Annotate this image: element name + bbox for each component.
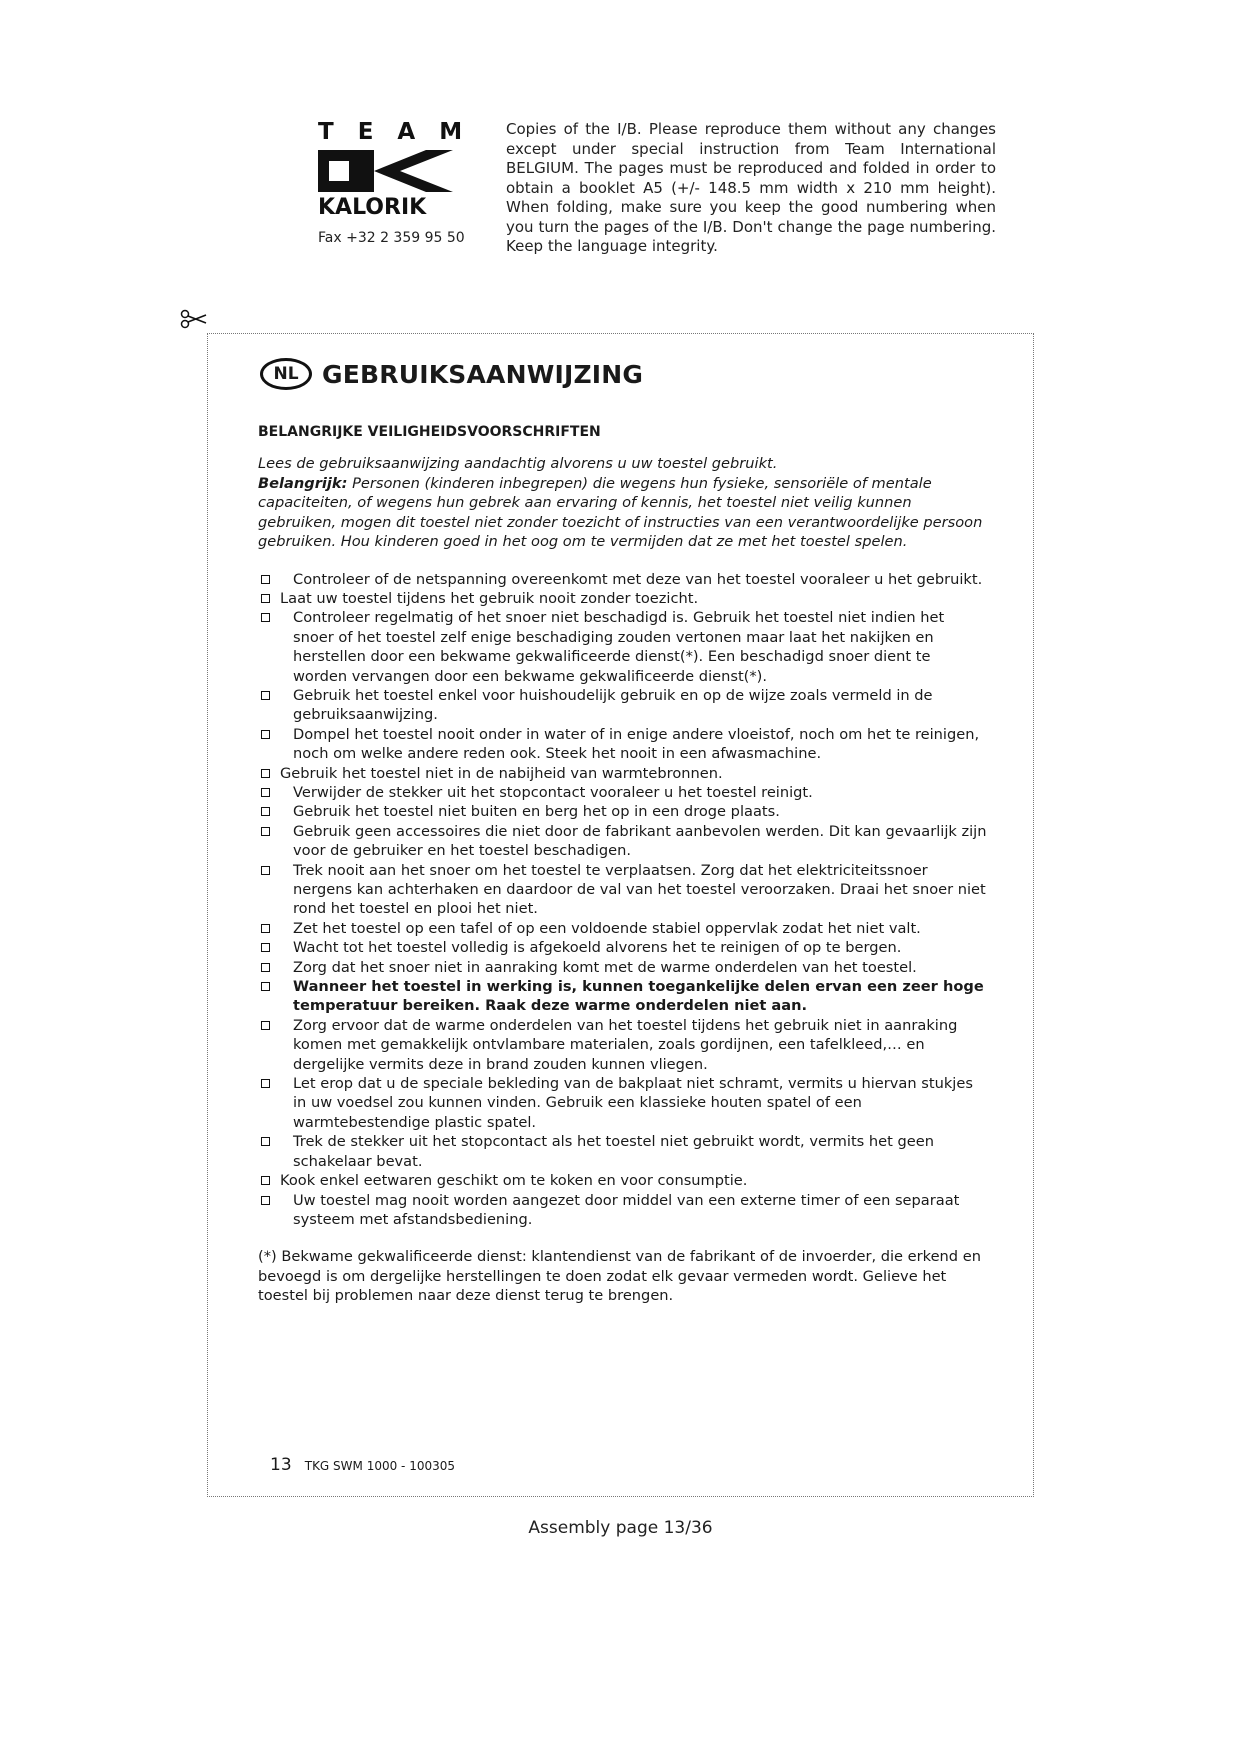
checkbox-bullet-icon <box>261 1137 270 1146</box>
list-item <box>258 783 988 802</box>
checkbox-bullet-icon <box>261 827 270 836</box>
list-item-text: Uw toestel mag nooit worden aangezet door middel van een externe timer of een separaat systeem met afstandsbediening. <box>293 1191 960 1228</box>
important-text: Personen (kinderen inbegrepen) die wegens hun fysieke, sensoriële of mentale capaciteiten, of wegens hun gebrek aan ervaring of kennis, het toestel niet veilig kunnen gebruiken, mogen dit toestel niet zonder toezicht of instructies van een verantwoordelijke persoon gebruiken. Hou kinderen goed in het oog om te vermijden dat ze met het toestel spelen. <box>258 474 983 550</box>
page-number: 13 <box>270 1455 292 1475</box>
intro-line: Lees de gebruiksaanwijzing aandachtig alvorens u uw toestel gebruikt. <box>258 455 778 472</box>
list-item <box>258 1171 988 1190</box>
list-item <box>258 725 988 764</box>
list-item <box>258 919 988 938</box>
list-item-text: Controleer regelmatig of het snoer niet beschadigd is. Gebruik het toestel niet indien het snoer of het toestel zelf enige beschadiging zouden vertonen maar laat het nakijken en herstellen door een bekwame gekwalificeerde dienst(*). Een beschadigd snoer dient te worden vervangen door een bekwame gekwalificeerde dienst(*). <box>293 609 945 685</box>
list-item-text: Dompel het toestel nooit onder in water of in enige andere vloeistof, noch om het te reinigen, noch om welke andere reden ook. Steek het nooit in een afwasmachine. <box>293 725 980 763</box>
checkbox-bullet-icon <box>261 788 270 797</box>
list-item <box>258 608 988 686</box>
list-item-text: Kook enkel eetwaren geschikt om te koken en voor consumptie. <box>280 1172 748 1190</box>
list-item-text: Let erop dat u de speciale bekleding van de bakplaat niet schramt, vermits u hiervan stukjes in uw voedsel zou kunnen vinden. Gebruik een klassieke houten spatel of een warmtebestendige plastic spatel. <box>293 1075 973 1131</box>
list-item <box>258 1191 988 1230</box>
checkbox-bullet-icon <box>261 943 270 952</box>
list-item-text: Verwijder de stekker uit het stopcontact vooraleer u het toestel reinigt. <box>293 783 813 801</box>
page-footer <box>270 1455 455 1475</box>
important-label: Belangrijk: <box>258 474 348 492</box>
checkbox-bullet-icon <box>261 1079 270 1088</box>
list-item-text: Zorg dat het snoer niet in aanraking komt met de warme onderdelen van het toestel. <box>293 958 917 976</box>
assembly-page-label: Assembly page 13/36 <box>528 1518 713 1538</box>
checkbox-bullet-icon <box>261 1196 270 1205</box>
reproduction-note: Copies of the I/B. Please reproduce them without any changes except under special instruction from Team International BELGIUM. The pages must be reproduced and folded in order to obtain a booklet A5 (+/- 148.5 mm width x 210 mm height). When folding, make sure you keep the good numbering when you turn the pages of the I/B. Don't change the page numbering. Keep the language integrity. <box>506 120 996 255</box>
list-item <box>258 977 988 1016</box>
checkbox-bullet-icon <box>261 575 270 584</box>
list-item-text: Zet het toestel op een tafel of op een voldoende stabiel oppervlak zodat het niet valt. <box>293 919 921 937</box>
list-item-text: Gebruik geen accessoires die niet door de fabrikant aanbevolen werden. Dit kan gevaarlijk zijn voor de gebruiker en het toestel beschadigen. <box>293 822 987 860</box>
checkbox-bullet-icon <box>261 963 270 972</box>
checkbox-bullet-icon <box>261 594 270 603</box>
checkbox-bullet-icon <box>261 924 270 933</box>
list-item-text: Gebruik het toestel enkel voor huishoudelijk gebruik en op de wijze zoals vermeld in de gebruiksaanwijzing. <box>293 686 933 724</box>
checkbox-bullet-icon <box>261 613 270 622</box>
list-item <box>258 958 988 977</box>
footnote: (*) Bekwame gekwalificeerde dienst: klantendienst van de fabrikant of de invoerder, die erkend en bevoegd is om dergelijke herstellingen te doen zodat elk gevaar vermeden wordt. Gelieve het toestel bij problemen naar deze dienst terug te brengen. <box>258 1248 981 1305</box>
list-item-text: Wacht tot het toestel volledig is afgekoeld alvorens het te reinigen of op te bergen. <box>293 939 902 957</box>
fax-number: Fax +32 2 359 95 50 <box>318 230 465 246</box>
list-item-text: Laat uw toestel tijdens het gebruik nooit zonder toezicht. <box>280 589 699 607</box>
page-title <box>260 354 643 394</box>
language-badge: NL <box>260 358 312 390</box>
intro-paragraph <box>258 454 988 552</box>
list-item-text: Wanneer het toestel in werking is, kunnen toegankelijke delen ervan een zeer hoge temperatuur bereiken. Raak deze warme onderdelen niet aan. <box>293 978 984 1015</box>
header <box>318 120 998 270</box>
list-item-text: Controleer of de netspanning overeenkomt met deze van het toestel vooraleer u het gebruikt. <box>293 570 983 588</box>
list-item-text: Trek de stekker uit het stopcontact als het toestel niet gebruikt wordt, vermits het geen schakelaar bevat. <box>293 1133 934 1170</box>
list-item <box>258 1074 988 1132</box>
list-item <box>258 764 988 783</box>
list-item-text: Trek nooit aan het snoer om het toestel te verplaatsen. Zorg dat het elektriciteitssnoer nergens kan achterhaken en daardoor de val van het toestel veroorzaken. Draai het snoer niet rond het toestel en plooi het niet. <box>293 861 986 918</box>
instruction-page <box>207 333 1034 1497</box>
list-item <box>258 1132 988 1171</box>
list-item-text: Gebruik het toestel niet in de nabijheid van warmtebronnen. <box>280 764 723 782</box>
checkbox-bullet-icon <box>261 982 270 991</box>
logo-team-text: TEAM <box>318 119 487 145</box>
section-heading: BELANGRIJKE VEILIGHEIDSVOORSCHRIFTEN <box>258 424 601 440</box>
list-item <box>258 861 988 919</box>
list-item <box>258 589 988 608</box>
team-kalorik-logo <box>318 119 487 220</box>
model-code: TKG SWM 1000 - 100305 <box>304 1459 456 1473</box>
list-item <box>258 938 988 957</box>
kalorik-k-mark-icon <box>318 148 453 194</box>
list-item <box>258 802 988 821</box>
checkbox-bullet-icon <box>261 866 270 875</box>
checkbox-bullet-icon <box>261 691 270 700</box>
checkbox-bullet-icon <box>261 769 270 778</box>
checkbox-bullet-icon <box>261 1176 270 1185</box>
logo-kalorik-text: KALORIK <box>318 195 427 220</box>
checkbox-bullet-icon <box>261 807 270 816</box>
checkbox-bullet-icon <box>261 730 270 739</box>
list-item <box>258 686 988 725</box>
list-item-text: Gebruik het toestel niet buiten en berg het op in een droge plaats. <box>293 803 780 821</box>
safety-list <box>258 570 988 1230</box>
list-item <box>258 570 988 589</box>
list-item <box>258 822 988 861</box>
safety-content <box>258 424 988 1306</box>
checkbox-bullet-icon <box>261 1021 270 1030</box>
title-text: GEBRUIKSAANWIJZING <box>322 359 644 389</box>
list-item <box>258 1016 988 1074</box>
list-item-text: Zorg ervoor dat de warme onderdelen van het toestel tijdens het gebruik niet in aanraking komen met gemakkelijk ontvlambare materialen, zoals gordijnen, een tafelkleed,… en dergelijke vermits deze in brand zouden kunnen vliegen. <box>293 1016 958 1073</box>
scissors-icon <box>180 308 208 330</box>
